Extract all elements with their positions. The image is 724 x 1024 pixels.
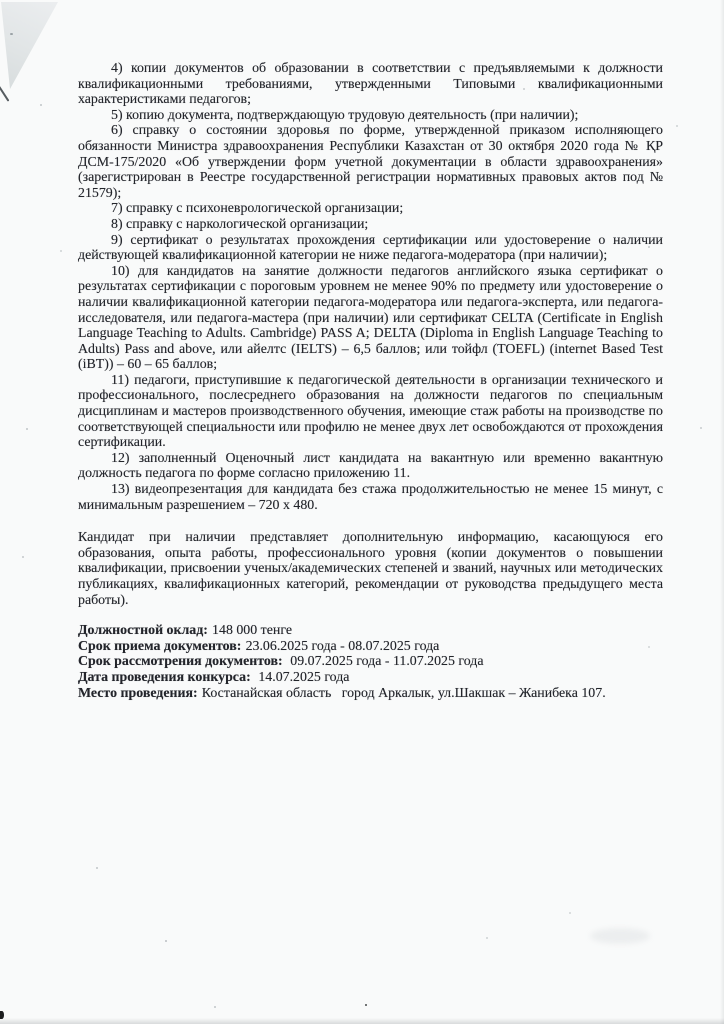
scan-edge-right <box>720 0 724 1024</box>
detail-label: Должностной оклад: <box>78 623 208 639</box>
detail-row-submission-period <box>78 639 663 655</box>
scan-edge-bottom <box>0 1018 724 1024</box>
smudge-artifact <box>590 928 650 944</box>
requirement-item-5: 5) копию документа, подтверждающую трудовую деятельность (при наличии); <box>111 107 579 123</box>
detail-row-competition-date <box>78 670 663 686</box>
detail-row-review-period <box>78 654 663 670</box>
detail-value: 09.07.2025 года - 11.07.2025 года <box>286 654 484 670</box>
detail-value: 23.06.2025 года - 08.07.2025 года <box>245 638 440 654</box>
detail-row-salary <box>78 623 663 639</box>
folded-corner-artifact <box>0 0 62 94</box>
dust-specks-artifact <box>0 0 2 2</box>
fold-speck-artifact <box>10 33 13 35</box>
requirement-item-13: 13) видеопрезентация для кандидата без стажа продолжительностью не менее 15 минут, с минимальным разрешением – 720 х 480. <box>78 482 663 513</box>
crease-mark-artifact <box>0 83 9 102</box>
additional-info-paragraph: Кандидат при наличии представляет дополнительную информацию, касающуюся его образования, опыта работы, профессионального уровня (копии документов о повышении квалификации, присвоении ученых/академических степеней и званий, научных или методических публикациях, квалификационных категорий, рекомендации от руководства предыдущего места работы). <box>78 530 663 608</box>
requirement-item-9: 9) сертификат о результатах прохождения сертификации или удостоверение о наличии действующей квалификационной категории не ниже педагога-модератора (при наличии); <box>78 232 663 264</box>
detail-label: Дата проведения конкурса: <box>78 669 251 685</box>
detail-value: Костанайская область город Аркалык, ул.Шакшак – Жанибека 107. <box>201 685 606 701</box>
requirement-item-10: 10) для кандидатов на занятие должности педагогов английского языка сертификат о результатах сертификации с пороговым уровнем не менее 90% по предмету или удостоверение о наличии квалификационной категории педагога-модератора или педагога-эксперта, или педагога-исследователя, или педагога-мастера (при наличии) или сертификат CELTA (Certificate in English Language Teaching to Adults. Cambridge) PASS A; DELTA (Diploma in English Language Teaching to Adults) Pass and above, или айелтс (IELTS) – 6,5 баллов; или тойфл (TOEFL) (internet Based Test (iBT)) – 60 – 65 баллов; <box>78 263 663 373</box>
requirement-item-11: 11) педагоги, приступившие к педагогической деятельности в организации технического и профессионального, послесреднего образования на должности педагогов по специальным дисциплинам и мастеров производственного обучения, имеющие стаж работы на производстве по соответствующей специальности или профилю не менее двух лет освобождаются от прохождения сертификации. <box>78 372 663 451</box>
detail-value: 14.07.2025 года <box>254 669 350 685</box>
detail-label: Срок рассмотрения документов: <box>78 654 283 670</box>
requirement-item-4: 4) копии документов об образовании в соответствии с предъявляемыми к должности квалификационными требованиями, утвержденными Типовыми квалификационными характеристиками педагогов; <box>78 61 663 108</box>
detail-label: Срок приема документов: <box>78 638 242 654</box>
vacancy-details-block <box>78 623 663 701</box>
requirement-item-6: 6) справку о состоянии здоровья по форме, утвержденной приказом исполняющего обязанности Министра здравоохранения Республики Казахстан от 30 октября 2020 года № ҚР ДСМ-175/2020 «Об утверждении форм учетной документации в области здравоохранения» (зарегистрирован в Реестре государственной регистрации нормативных правовых актов под № 21579); <box>78 123 663 201</box>
requirement-item-7: 7) справку с психоневрологической организации; <box>111 201 404 217</box>
requirement-item-8: 8) справку с наркологической организации; <box>111 216 369 232</box>
requirement-item-12: 12) заполненный Оценочный лист кандидата на вакантную или временно вакантную должность педагога по форме согласно приложению 11. <box>78 450 663 482</box>
detail-row-location <box>78 686 663 702</box>
document-body <box>78 61 663 701</box>
detail-label: Место проведения: <box>78 685 198 701</box>
detail-value: 148 000 тенге <box>212 623 293 639</box>
